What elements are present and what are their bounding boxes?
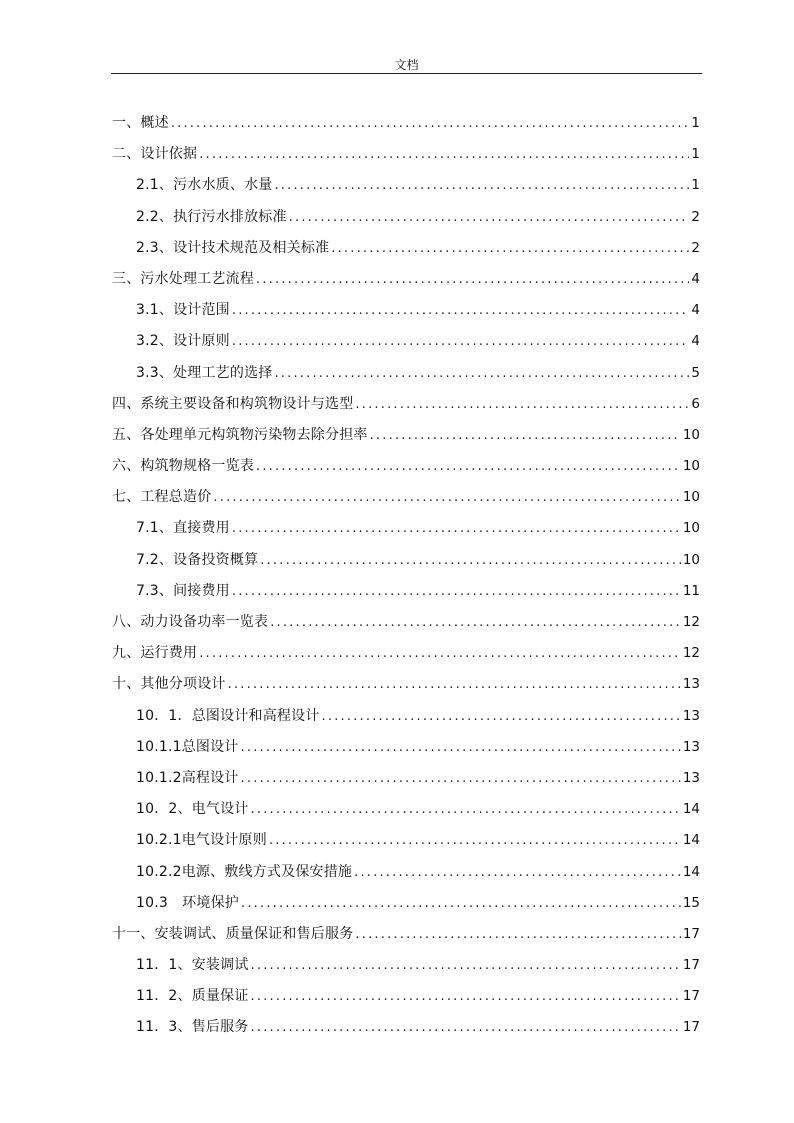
- toc-entry-title: 3.3、处理工艺的选择: [136, 364, 273, 381]
- toc-entry[interactable]: [112, 295, 700, 326]
- toc-leader-dots: [228, 669, 681, 700]
- toc-entry[interactable]: [112, 607, 700, 638]
- toc-entry[interactable]: [112, 763, 700, 794]
- toc-entry-page: 17: [682, 1019, 700, 1036]
- toc-entry-page: 12: [682, 645, 700, 662]
- toc-entry[interactable]: [112, 264, 700, 295]
- toc-entry-page: 2: [691, 239, 700, 256]
- toc-entry-page: 1: [691, 115, 700, 131]
- toc-leader-dots: [232, 576, 681, 607]
- toc-leader-dots: [171, 108, 690, 139]
- toc-leader-dots: [251, 950, 681, 981]
- toc-entry-title: 10.2.2电源、敷线方式及保安措施: [136, 863, 353, 880]
- toc-leader-dots: [331, 233, 689, 264]
- toc-entry[interactable]: [112, 701, 700, 732]
- toc-entry-title: 二、设计依据: [112, 146, 198, 163]
- toc-entry-title: 10.3 环境保护: [136, 894, 239, 911]
- toc-leader-dots: [213, 482, 680, 513]
- toc-entry-page: 2: [691, 208, 700, 225]
- toc-entry-title: 10．1．总图设计和高程设计: [136, 707, 320, 724]
- toc-entry[interactable]: [112, 732, 700, 763]
- toc-entry[interactable]: [112, 1012, 700, 1043]
- toc-entry-page: 10: [682, 458, 700, 475]
- toc-entry[interactable]: [112, 981, 700, 1012]
- toc-entry[interactable]: [112, 202, 700, 233]
- toc-entry-title: 五、各处理单元构筑物污染物去除分担率: [112, 426, 368, 443]
- toc-entry-title: 7.3、间接费用: [136, 582, 230, 599]
- toc-entry-page: 5: [691, 364, 700, 381]
- toc-entry-title: 十一、安装调试、质量保证和售后服务: [112, 925, 354, 942]
- toc-entry[interactable]: [112, 451, 700, 482]
- toc-entry-page: 13: [682, 769, 700, 786]
- toc-leader-dots: [256, 451, 681, 482]
- toc-entry[interactable]: [112, 576, 700, 607]
- toc-entry-title: 2.3、设计技术规范及相关标准: [136, 239, 330, 256]
- toc-entry-page: 14: [682, 801, 700, 818]
- toc-entry-page: 17: [682, 925, 700, 942]
- toc-entry-title: 10.2.1电气设计原则: [136, 832, 267, 849]
- toc-leader-dots: [355, 919, 680, 950]
- toc-entry[interactable]: [112, 545, 700, 576]
- toc-leader-dots: [232, 295, 690, 326]
- toc-entry-title: 10.1.1总图设计: [136, 738, 239, 755]
- toc-entry-title: 10.1.2高程设计: [136, 769, 239, 786]
- toc-leader-dots: [370, 420, 681, 451]
- toc-leader-dots: [354, 857, 681, 888]
- toc-entry-title: 11．2、质量保证: [136, 988, 249, 1005]
- toc-entry[interactable]: [112, 139, 700, 170]
- toc-entry-title: 三、污水处理工艺流程: [112, 270, 254, 287]
- toc-entry-page: 10: [682, 520, 700, 537]
- toc-entry-title: 一、概述: [112, 115, 169, 131]
- toc-entry-title: 2.1、污水水质、水量: [136, 177, 273, 194]
- toc-leader-dots: [251, 981, 681, 1012]
- toc-entry-title: 10．2、电气设计: [136, 801, 249, 818]
- toc-entry-title: 十、其他分项设计: [112, 676, 226, 693]
- toc-entry[interactable]: [112, 420, 700, 451]
- toc-leader-dots: [274, 170, 689, 201]
- toc-leader-dots: [241, 888, 681, 919]
- toc-leader-dots: [322, 701, 681, 732]
- toc-leader-dots: [274, 358, 689, 389]
- toc-leader-dots: [251, 794, 681, 825]
- toc-entry-title: 3.2、设计原则: [136, 333, 230, 350]
- toc-entry-page: 4: [691, 270, 700, 287]
- toc-entry-title: 八、动力设备功率一览表: [112, 614, 269, 630]
- toc-entry-page: 17: [682, 957, 700, 974]
- toc-entry[interactable]: [112, 857, 700, 888]
- toc-entry-page: 1: [691, 177, 700, 194]
- toc-leader-dots: [199, 139, 689, 170]
- toc-entry-page: 14: [682, 863, 700, 880]
- toc-entry[interactable]: [112, 669, 700, 700]
- toc-entry-page: 1: [691, 146, 700, 163]
- toc-leader-dots: [256, 264, 689, 295]
- toc-entry-page: 13: [682, 676, 700, 693]
- toc-entry[interactable]: [112, 108, 700, 139]
- toc-entry-page: 10: [682, 426, 700, 443]
- toc-entry-title: 2.2、执行污水排放标准: [136, 208, 287, 225]
- toc-entry[interactable]: [112, 170, 700, 201]
- header-divider: [111, 73, 702, 74]
- toc-leader-dots: [232, 513, 681, 544]
- toc-leader-dots: [270, 607, 681, 638]
- toc-entry[interactable]: [112, 482, 700, 513]
- toc-leader-dots: [289, 202, 690, 233]
- toc-entry-page: 14: [682, 832, 700, 849]
- toc-entry-title: 7.2、设备投资概算: [136, 551, 259, 568]
- toc-entry[interactable]: [112, 513, 700, 544]
- toc-entry-page: 13: [682, 707, 700, 724]
- toc-entry-page: 13: [682, 738, 700, 755]
- toc-entry-page: 4: [691, 302, 700, 319]
- toc-leader-dots: [260, 545, 681, 576]
- toc-leader-dots: [269, 825, 681, 856]
- toc-entry-page: 10: [682, 489, 700, 506]
- toc-entry-page: 17: [682, 988, 700, 1005]
- toc-entry[interactable]: [112, 888, 700, 919]
- toc-entry[interactable]: [112, 794, 700, 825]
- toc-leader-dots: [232, 326, 690, 357]
- toc-entry-title: 四、系统主要设备和构筑物设计与选型: [112, 395, 354, 412]
- toc-entry[interactable]: [112, 233, 700, 264]
- toc-entry-title: 7.1、直接费用: [136, 520, 230, 537]
- toc-entry-page: 11: [682, 582, 700, 599]
- toc-entry-title: 七、工程总造价: [112, 489, 212, 506]
- toc-leader-dots: [199, 638, 681, 669]
- toc-entry[interactable]: [112, 389, 700, 420]
- toc-entry-page: 12: [682, 614, 700, 630]
- toc-entry-page: 4: [691, 333, 700, 350]
- toc-entry[interactable]: [112, 950, 700, 981]
- toc-entry-title: 九、运行费用: [112, 645, 198, 662]
- toc-entry-title: 11．3、售后服务: [136, 1019, 249, 1036]
- table-of-contents: [112, 108, 700, 1044]
- toc-leader-dots: [355, 389, 689, 420]
- toc-entry[interactable]: [112, 638, 700, 669]
- toc-entry-page: 10: [682, 551, 700, 568]
- toc-entry[interactable]: [112, 358, 700, 389]
- toc-entry-title: 11．1、安装调试: [136, 957, 249, 974]
- toc-entry-page: 6: [691, 395, 700, 412]
- toc-leader-dots: [241, 763, 681, 794]
- page-header: 文档: [394, 58, 419, 72]
- toc-entry-title: 六、构筑物规格一览表: [112, 458, 254, 475]
- toc-entry[interactable]: [112, 825, 700, 856]
- toc-entry-page: 15: [682, 894, 700, 911]
- toc-leader-dots: [251, 1012, 681, 1043]
- toc-entry-title: 3.1、设计范围: [136, 302, 230, 319]
- toc-entry[interactable]: [112, 326, 700, 357]
- toc-entry[interactable]: [112, 919, 700, 950]
- toc-leader-dots: [241, 732, 681, 763]
